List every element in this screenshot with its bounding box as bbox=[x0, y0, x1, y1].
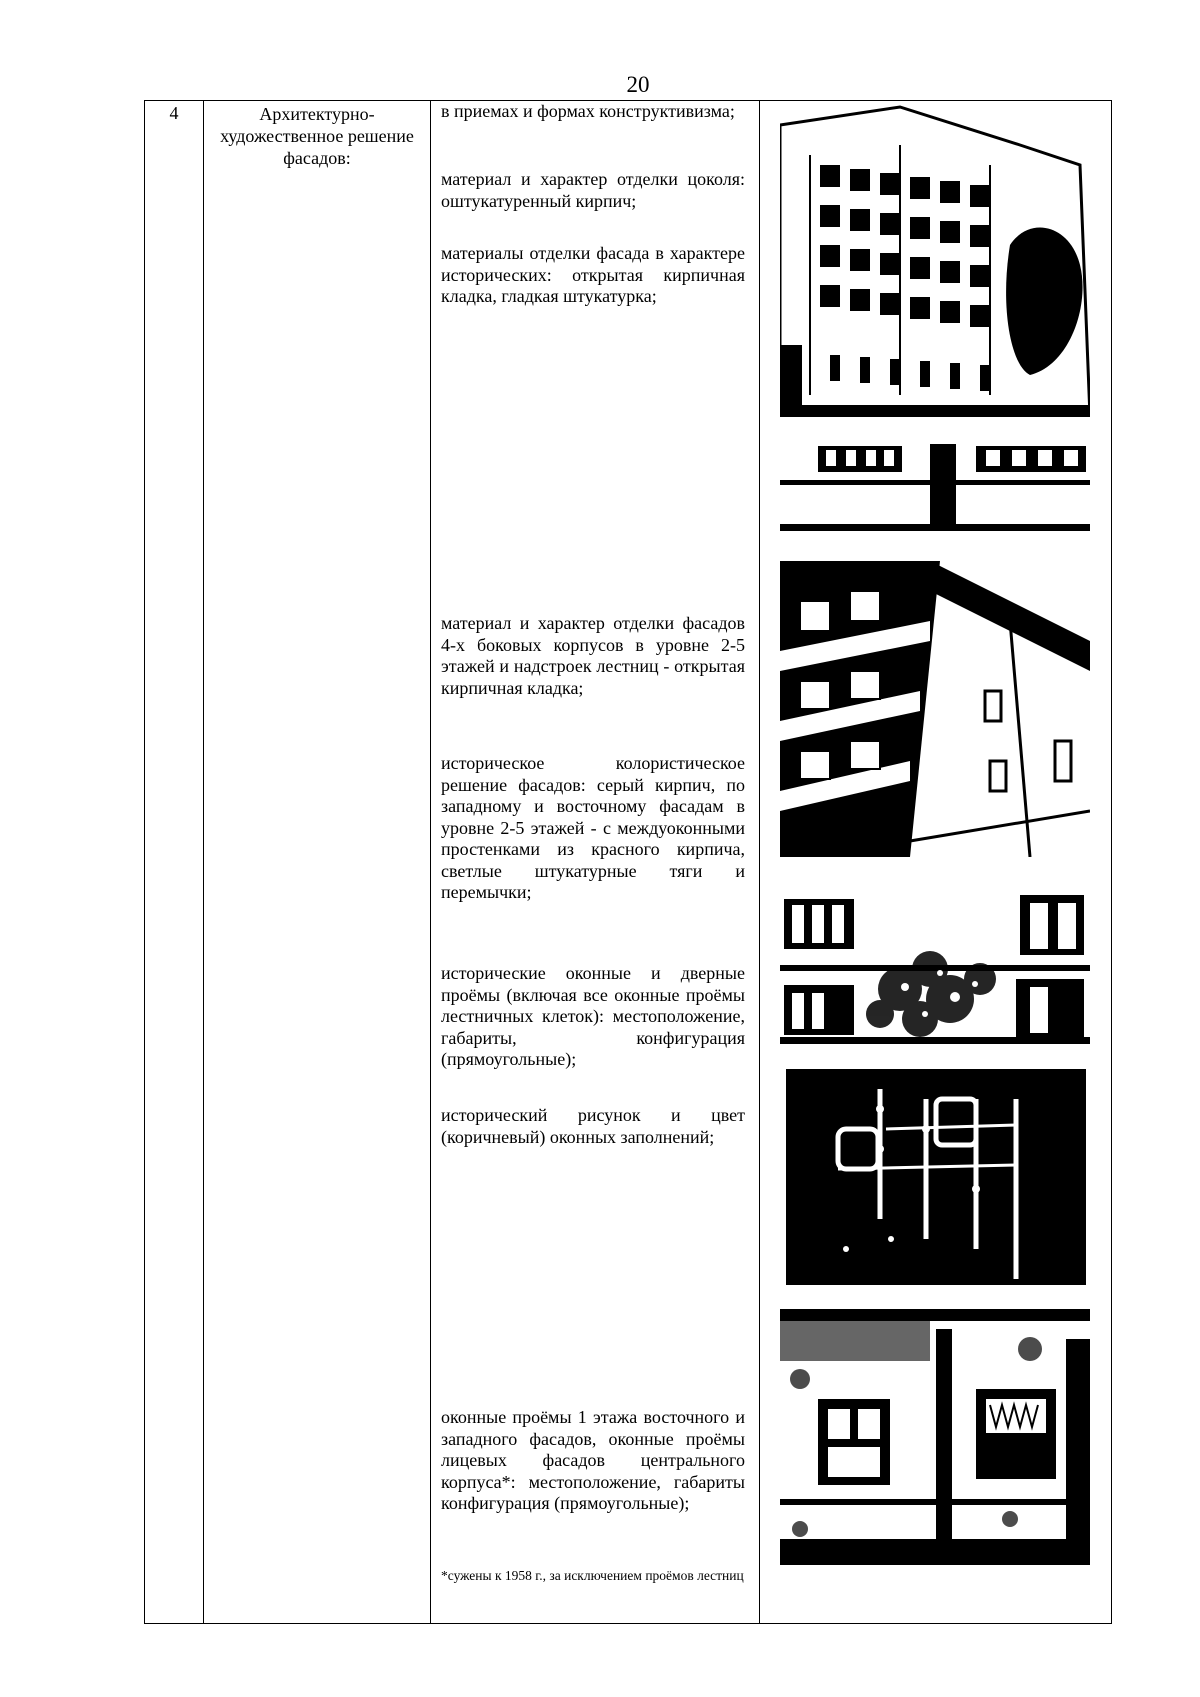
paragraph-plinth-finish: материал и характер отделки цоколя: оштукатуренный кирпич; bbox=[441, 169, 745, 211]
photo-ground-floor-strip bbox=[780, 444, 1090, 531]
row-name: Архитектурно-художественное решение фасадов: bbox=[220, 104, 414, 168]
paragraph-ground-floor-windows: оконные проёмы 1 этажа восточного и западного фасадов, оконные проёмы лицевых фасадов центрального корпуса*: местоположение, габариты конфигурация (прямоугольные); bbox=[441, 1407, 745, 1513]
footnote: *сужены к 1958 г., за исключением проёмов лестниц bbox=[441, 1568, 744, 1583]
paragraph-facade-materials: материалы отделки фасада в характере исторических: открытая кирпичная кладка, гладкая штукатурка; bbox=[441, 243, 745, 306]
photo-windows-tree bbox=[780, 889, 1090, 1044]
paragraph-side-buildings: материал и характер отделки фасадов 4-х боковых корпусов в уровне 2-5 этажей и надстроек лестниц - открытая кирпичная кладка; bbox=[441, 613, 745, 698]
paragraph-window-door-openings: исторические оконные и дверные проёмы (включая все оконные проёмы лестничных клеток): местоположение, габариты, конфигурация (прямоугольные); bbox=[441, 963, 745, 1069]
photo-balcony-corner bbox=[780, 561, 1090, 857]
table-row bbox=[145, 101, 1112, 1624]
photo-ground-floor-window bbox=[780, 1309, 1090, 1565]
monument-subject-table bbox=[144, 100, 1112, 1624]
row-number-cell bbox=[145, 101, 204, 1624]
row-name-cell bbox=[204, 101, 431, 1624]
description-cell bbox=[431, 101, 760, 1624]
row-number: 4 bbox=[169, 103, 179, 123]
paragraph-window-fillings: исторический рисунок и цвет (коричневый) оконных заполнений; bbox=[441, 1105, 745, 1147]
photo-window-frame-detail bbox=[786, 1069, 1086, 1285]
photo-cell bbox=[760, 101, 1112, 1624]
page-number: 20 bbox=[626, 72, 650, 97]
paragraph-color-scheme: историческое колористическое решение фасадов: серый кирпич, по западному и восточному фасадам в уровне 2-5 этажей - с междуоконными простенками из красного кирпича, светлые штукатурные тяги и перемычки; bbox=[441, 753, 745, 902]
paragraph-constructivism: в приемах и формах конструктивизма; bbox=[441, 101, 735, 121]
photo-building-facade bbox=[780, 105, 1090, 417]
